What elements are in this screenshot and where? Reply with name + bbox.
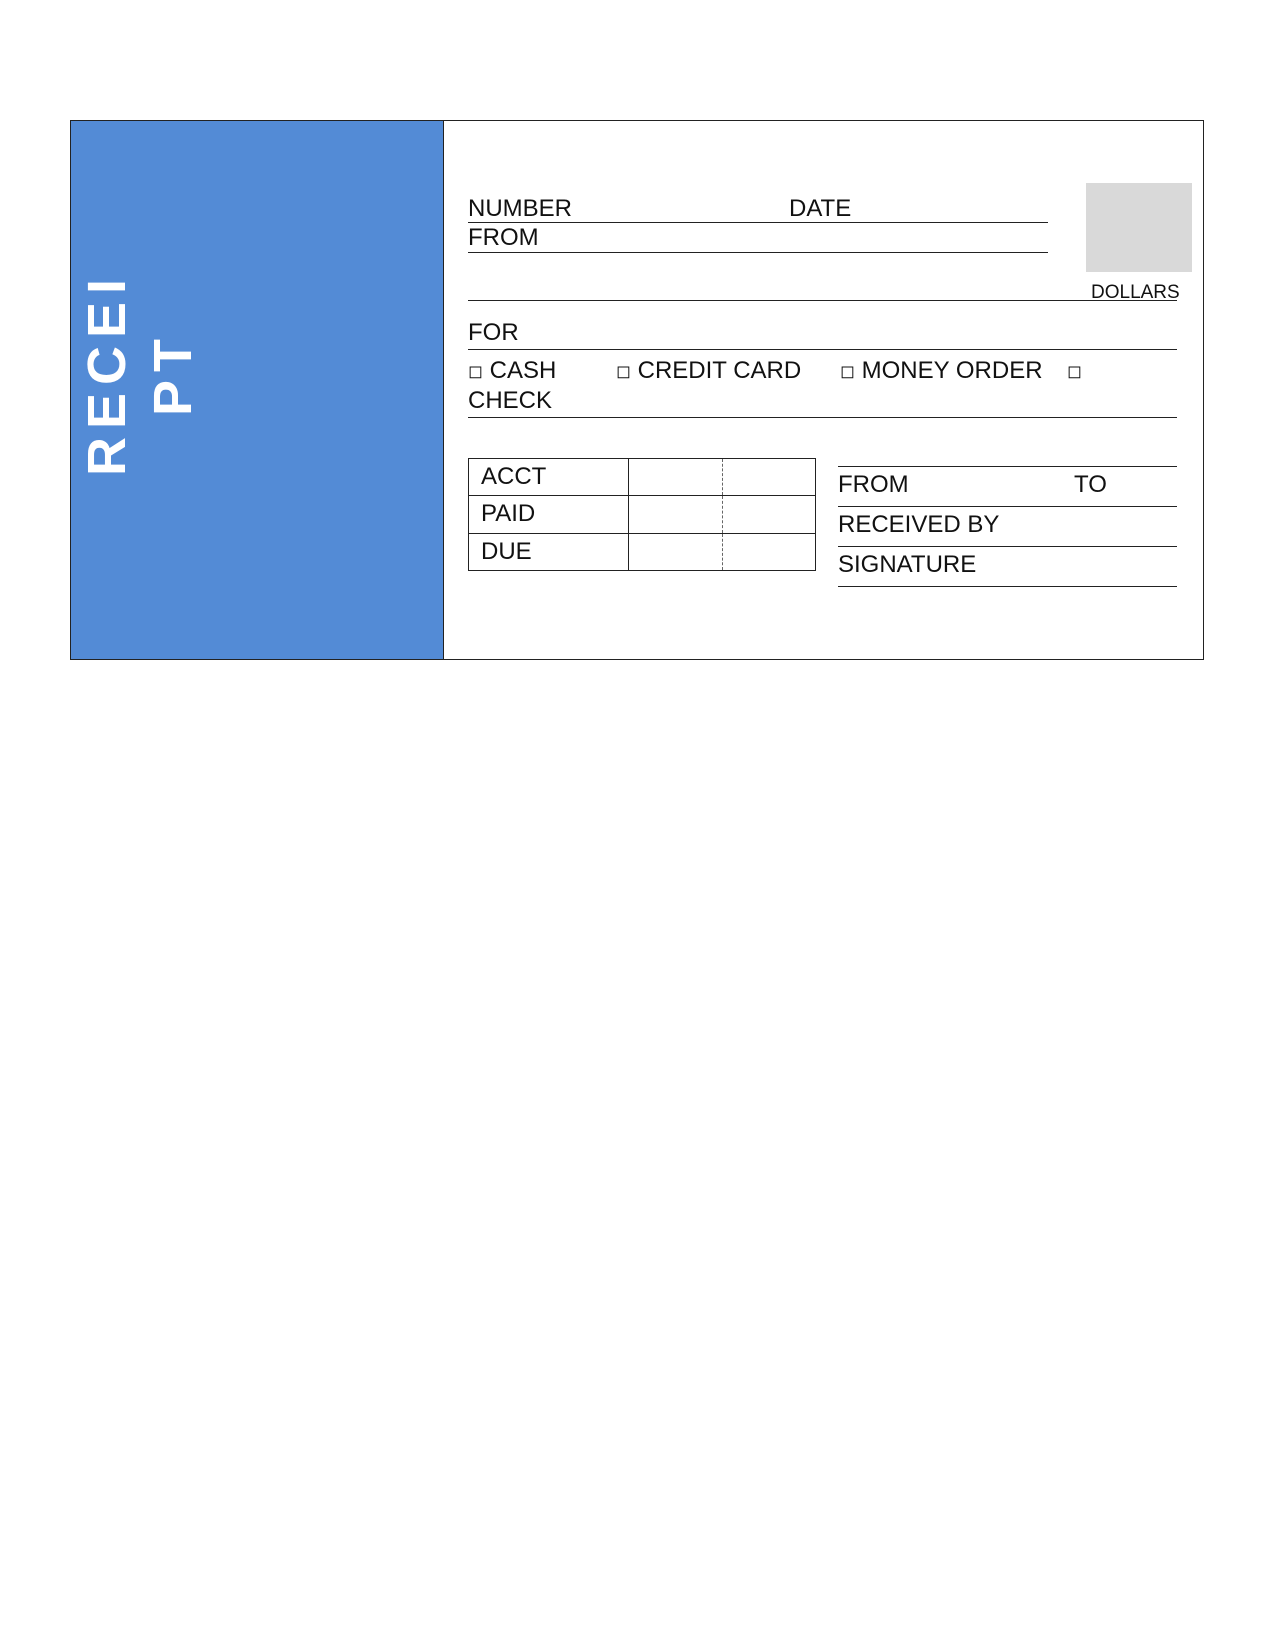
receipt-card: [70, 120, 1204, 660]
number-label: NUMBER: [468, 195, 573, 222]
check-label: CHECK: [468, 387, 553, 414]
paid-divider: [722, 496, 723, 532]
for-label: FOR: [468, 319, 519, 346]
due-value[interactable]: [629, 533, 816, 570]
signature-line[interactable]: [838, 586, 1177, 587]
acct-divider: [722, 459, 723, 495]
for-line[interactable]: [468, 349, 1177, 350]
due-label: DUE: [469, 533, 629, 570]
credit-card-label: CREDIT CARD: [637, 357, 802, 384]
credit-card-checkbox[interactable]: ◻: [616, 361, 631, 381]
received-by-label: RECEIVED BY: [838, 511, 1000, 538]
option-credit-card[interactable]: [616, 359, 801, 383]
period-from-label: FROM: [838, 471, 909, 498]
due-divider: [722, 534, 723, 570]
table-row: [469, 496, 816, 533]
account-table: [468, 458, 816, 571]
period-to-label: TO: [1074, 471, 1107, 498]
option-check-box[interactable]: [1067, 359, 1082, 383]
period-top-line: [838, 466, 1177, 467]
paid-label: PAID: [469, 496, 629, 533]
cash-label: CASH: [489, 357, 557, 384]
acct-label: ACCT: [469, 459, 629, 496]
from-line[interactable]: [468, 252, 1048, 253]
receipt-title-line-2: PT: [143, 330, 203, 416]
acct-value[interactable]: [629, 459, 816, 496]
option-money-order[interactable]: [840, 359, 1043, 383]
table-row: [469, 459, 816, 496]
dollars-label: DOLLARS: [1091, 282, 1180, 303]
option-cash[interactable]: [468, 359, 556, 383]
period-line[interactable]: [838, 506, 1177, 507]
receipt-side-panel: [71, 121, 444, 659]
amount-box[interactable]: [1086, 183, 1192, 272]
money-order-checkbox[interactable]: ◻: [840, 361, 855, 381]
number-date-line[interactable]: [468, 222, 1048, 223]
receipt-title: [71, 121, 443, 659]
check-checkbox[interactable]: ◻: [1067, 361, 1082, 381]
paid-value[interactable]: [629, 496, 816, 533]
signature-label: SIGNATURE: [838, 551, 977, 578]
from-label: FROM: [468, 224, 539, 251]
amount-words-line[interactable]: [468, 300, 1177, 301]
receipt-title-line-1: RECEI: [77, 270, 137, 476]
received-by-line[interactable]: [838, 546, 1177, 547]
money-order-label: MONEY ORDER: [861, 357, 1043, 384]
table-row: [469, 533, 816, 570]
cash-checkbox[interactable]: ◻: [468, 361, 483, 381]
date-label: DATE: [789, 195, 852, 222]
payment-options-line: [468, 417, 1177, 418]
